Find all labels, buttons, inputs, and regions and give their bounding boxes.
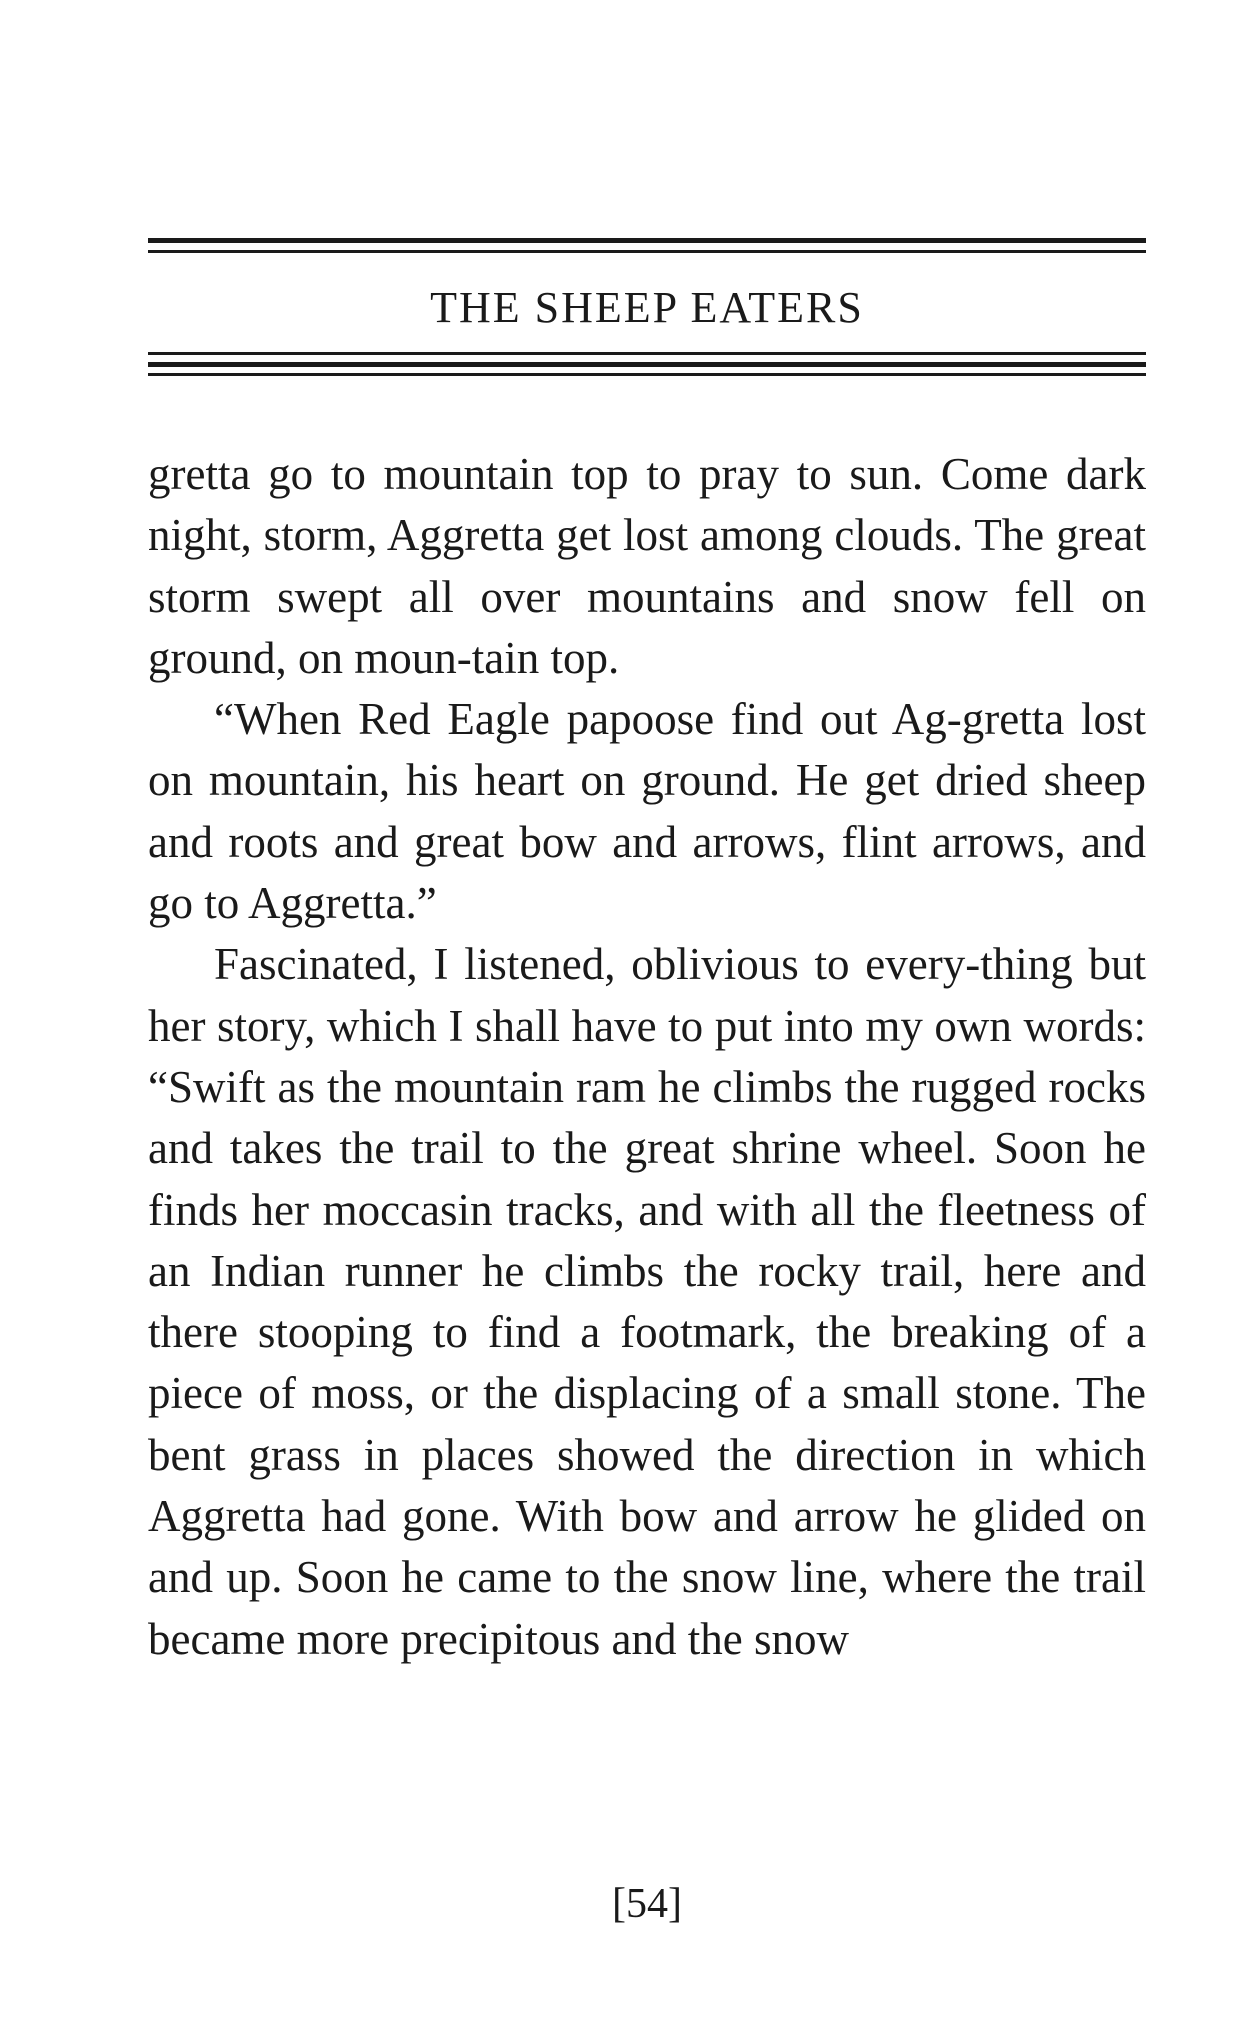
thin-rule xyxy=(148,250,1146,253)
thick-rule xyxy=(148,362,1146,367)
paragraph: Fascinated, I listened, oblivious to every-thing but her story, which I shall have to put into my own words: “Swift as the mountain ram he climbs the rugged rocks and takes the trail to the great shrine wheel. Soon he finds her moccasin tracks, and with all the fleetness of an Indian runner he climbs the rocky trail, here and there stooping to find a footmark, the breaking of a piece of moss, or the displacing of a small stone. The bent grass in places showed the direction in which Aggretta had gone. With bow and arrow he glided on and up. Soon he came to the snow line, where the trail became more precipitous and the snow xyxy=(148,939,1146,1664)
thin-rule xyxy=(148,352,1146,355)
page-number: [54] xyxy=(612,1881,682,1927)
body-text xyxy=(148,444,1146,1670)
header-top-rule xyxy=(148,238,1146,262)
header-bottom-rule xyxy=(148,352,1146,378)
paragraph: “When Red Eagle papoose find out Ag-gretta lost on mountain, his heart on ground. He get dried sheep and roots and great bow and arrows, flint arrows, and go to Aggretta.” xyxy=(148,694,1146,929)
thick-rule xyxy=(148,238,1146,243)
paragraph: gretta go to mountain top to pray to sun. Come dark night, storm, Aggretta get lost among clouds. The great storm swept all over mountains and snow fell on ground, on moun-tain top. xyxy=(148,449,1146,683)
running-head: THE SHEEP EATERS xyxy=(430,283,864,332)
thin-rule xyxy=(148,373,1146,376)
